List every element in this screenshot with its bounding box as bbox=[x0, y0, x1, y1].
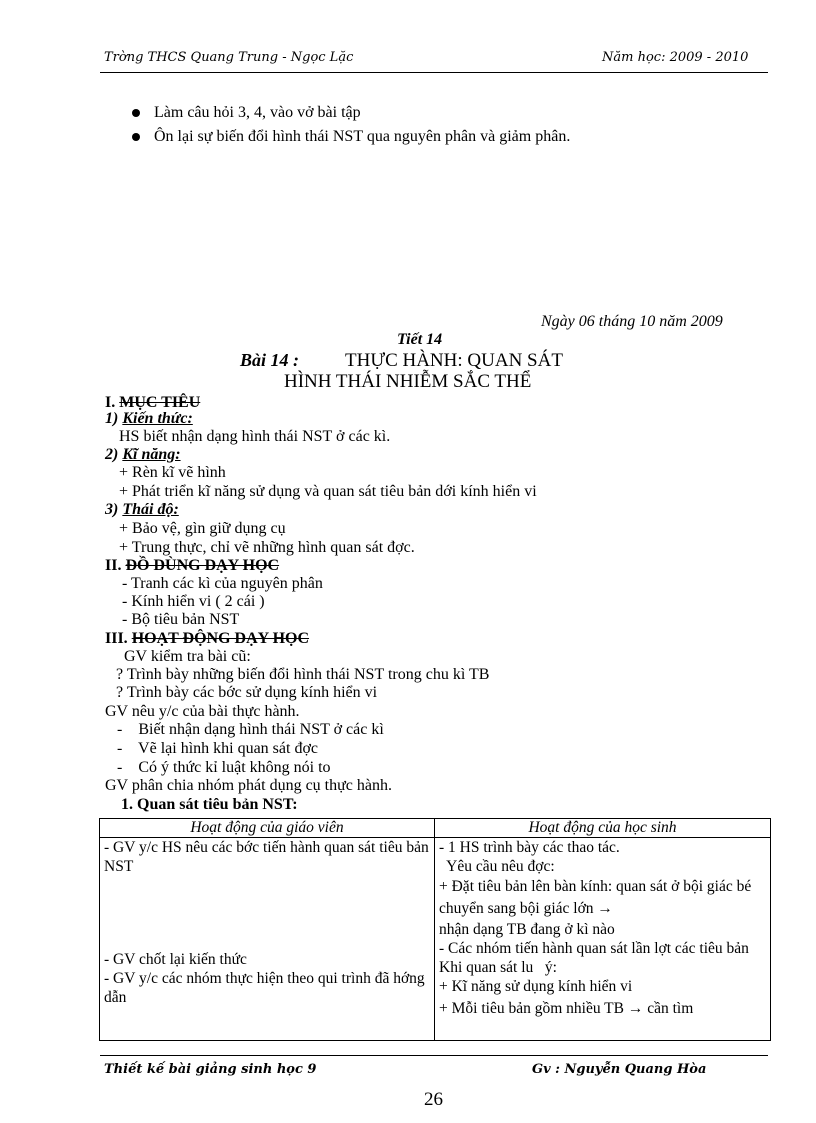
equipment-item: - Bộ tiêu bản NST bbox=[122, 611, 240, 628]
lesson-title-line1: THỰC HÀNH: QUAN SÁT bbox=[345, 350, 563, 371]
activity-line: ? Trình bày các bớc sử dụng kính hiển vi bbox=[116, 684, 378, 701]
skill-item: + Rèn kĩ vẽ hình bbox=[119, 464, 226, 481]
header-rule bbox=[100, 72, 768, 73]
teacher-line: - GV y/c HS nêu các bớc tiến hành quan sát tiêu bản NST bbox=[104, 839, 429, 875]
bullet-icon bbox=[132, 133, 140, 141]
period-label: Tiết 14 bbox=[397, 331, 443, 348]
student-line: + Đặt tiêu bản lên bàn kính: quan sát ở bội giác bé chuyển sang bội giác lớn → bbox=[439, 878, 752, 917]
student-cell bbox=[435, 838, 771, 1041]
student-line: - Các nhóm tiến hành quan sát lần lợt các tiêu bản bbox=[439, 940, 749, 957]
section1-heading: I. MỤC TIÊU bbox=[105, 394, 201, 411]
lesson-date: Ngày 06 tháng 10 năm 2009 bbox=[541, 313, 723, 330]
student-line: - 1 HS trình bày các thao tác. bbox=[439, 839, 620, 856]
attitude-item: + Bảo vệ, gìn giữ dụng cụ bbox=[119, 520, 286, 537]
student-line: + Kĩ năng sử dụng kính hiển vi bbox=[439, 978, 633, 995]
teacher-line: - GV chốt lại kiến thức bbox=[104, 951, 247, 968]
activity-line: GV nêu y/c của bài thực hành. bbox=[105, 703, 300, 720]
attitude-item: + Trung thực, chỉ vẽ những hình quan sát đợc. bbox=[119, 539, 415, 556]
footer-right: Gv : Nguyễn Quang Hòa bbox=[532, 1062, 707, 1077]
knowledge-text: HS biết nhận dạng hình thái NST ở các kì. bbox=[119, 428, 391, 445]
header-school: Trờng THCS Quang Trung - Ngọc Lặc bbox=[104, 50, 354, 65]
student-line: Khi quan sát lu ý: bbox=[439, 959, 557, 976]
header-year: Năm học: 2009 - 2010 bbox=[602, 50, 749, 65]
teacher-column-header: Hoạt động của giáo viên bbox=[100, 819, 435, 838]
student-line: Yêu cầu nêu đợc: bbox=[439, 858, 555, 875]
lesson-title-line2: HÌNH THÁI NHIỄM SẮC THỂ bbox=[284, 371, 532, 392]
teacher-line: - GV y/c các nhóm thực hiện theo qui trình đã hớng dẫn bbox=[104, 970, 425, 1006]
student-line: + Mỗi tiêu bản gồm nhiều TB → cần tìm bbox=[439, 1000, 694, 1017]
footer-left: Thiết kế bài giảng sinh học 9 bbox=[104, 1062, 317, 1077]
homework-item: Ôn lại sự biến đổi hình thái NST qua nguyên phân và giảm phân. bbox=[132, 128, 570, 146]
bullet-icon bbox=[132, 109, 140, 117]
student-column-header: Hoạt động của học sinh bbox=[435, 819, 771, 838]
lesson-number: Bài 14 : bbox=[240, 350, 300, 370]
activity-line: - Biết nhận dạng hình thái NST ở các kì bbox=[117, 721, 384, 738]
activity-line: GV kiểm tra bài cũ: bbox=[124, 648, 251, 665]
page-number: 26 bbox=[424, 1089, 443, 1110]
activity-line: GV phân chia nhóm phát dụng cụ thực hành. bbox=[105, 777, 392, 794]
skill-item: + Phát triển kĩ năng sử dụng và quan sát tiêu bản dới kính hiển vi bbox=[119, 483, 537, 500]
student-line: nhận dạng TB đang ở kì nào bbox=[439, 921, 615, 938]
attitude-label: 3) Thái độ: bbox=[105, 501, 179, 518]
activity-line: - Vẽ lại hình khi quan sát đợc bbox=[117, 740, 319, 757]
equipment-item: - Tranh các kì của nguyên phân bbox=[122, 575, 323, 592]
activity-line: ? Trình bày những biến đổi hình thái NST trong chu kì TB bbox=[116, 666, 490, 683]
skills-label: 2) Kĩ năng: bbox=[105, 446, 181, 463]
part1-heading: 1. Quan sát tiêu bản NST: bbox=[121, 796, 298, 813]
section2-heading: II. ĐỒ DÙNG DẠY HỌC bbox=[105, 557, 280, 574]
teacher-cell bbox=[100, 838, 435, 1041]
activity-line: - Có ý thức kỉ luật không nói to bbox=[117, 759, 331, 776]
activity-table bbox=[99, 818, 771, 1041]
homework-item: Làm câu hỏi 3, 4, vào vở bài tập bbox=[132, 104, 361, 122]
section3-heading: III. HOẠT ĐỘNG DẠY HỌC bbox=[105, 630, 310, 647]
knowledge-label: 1) Kiến thức: bbox=[105, 410, 193, 427]
equipment-item: - Kính hiển vi ( 2 cái ) bbox=[122, 593, 265, 610]
footer-rule bbox=[100, 1055, 768, 1056]
